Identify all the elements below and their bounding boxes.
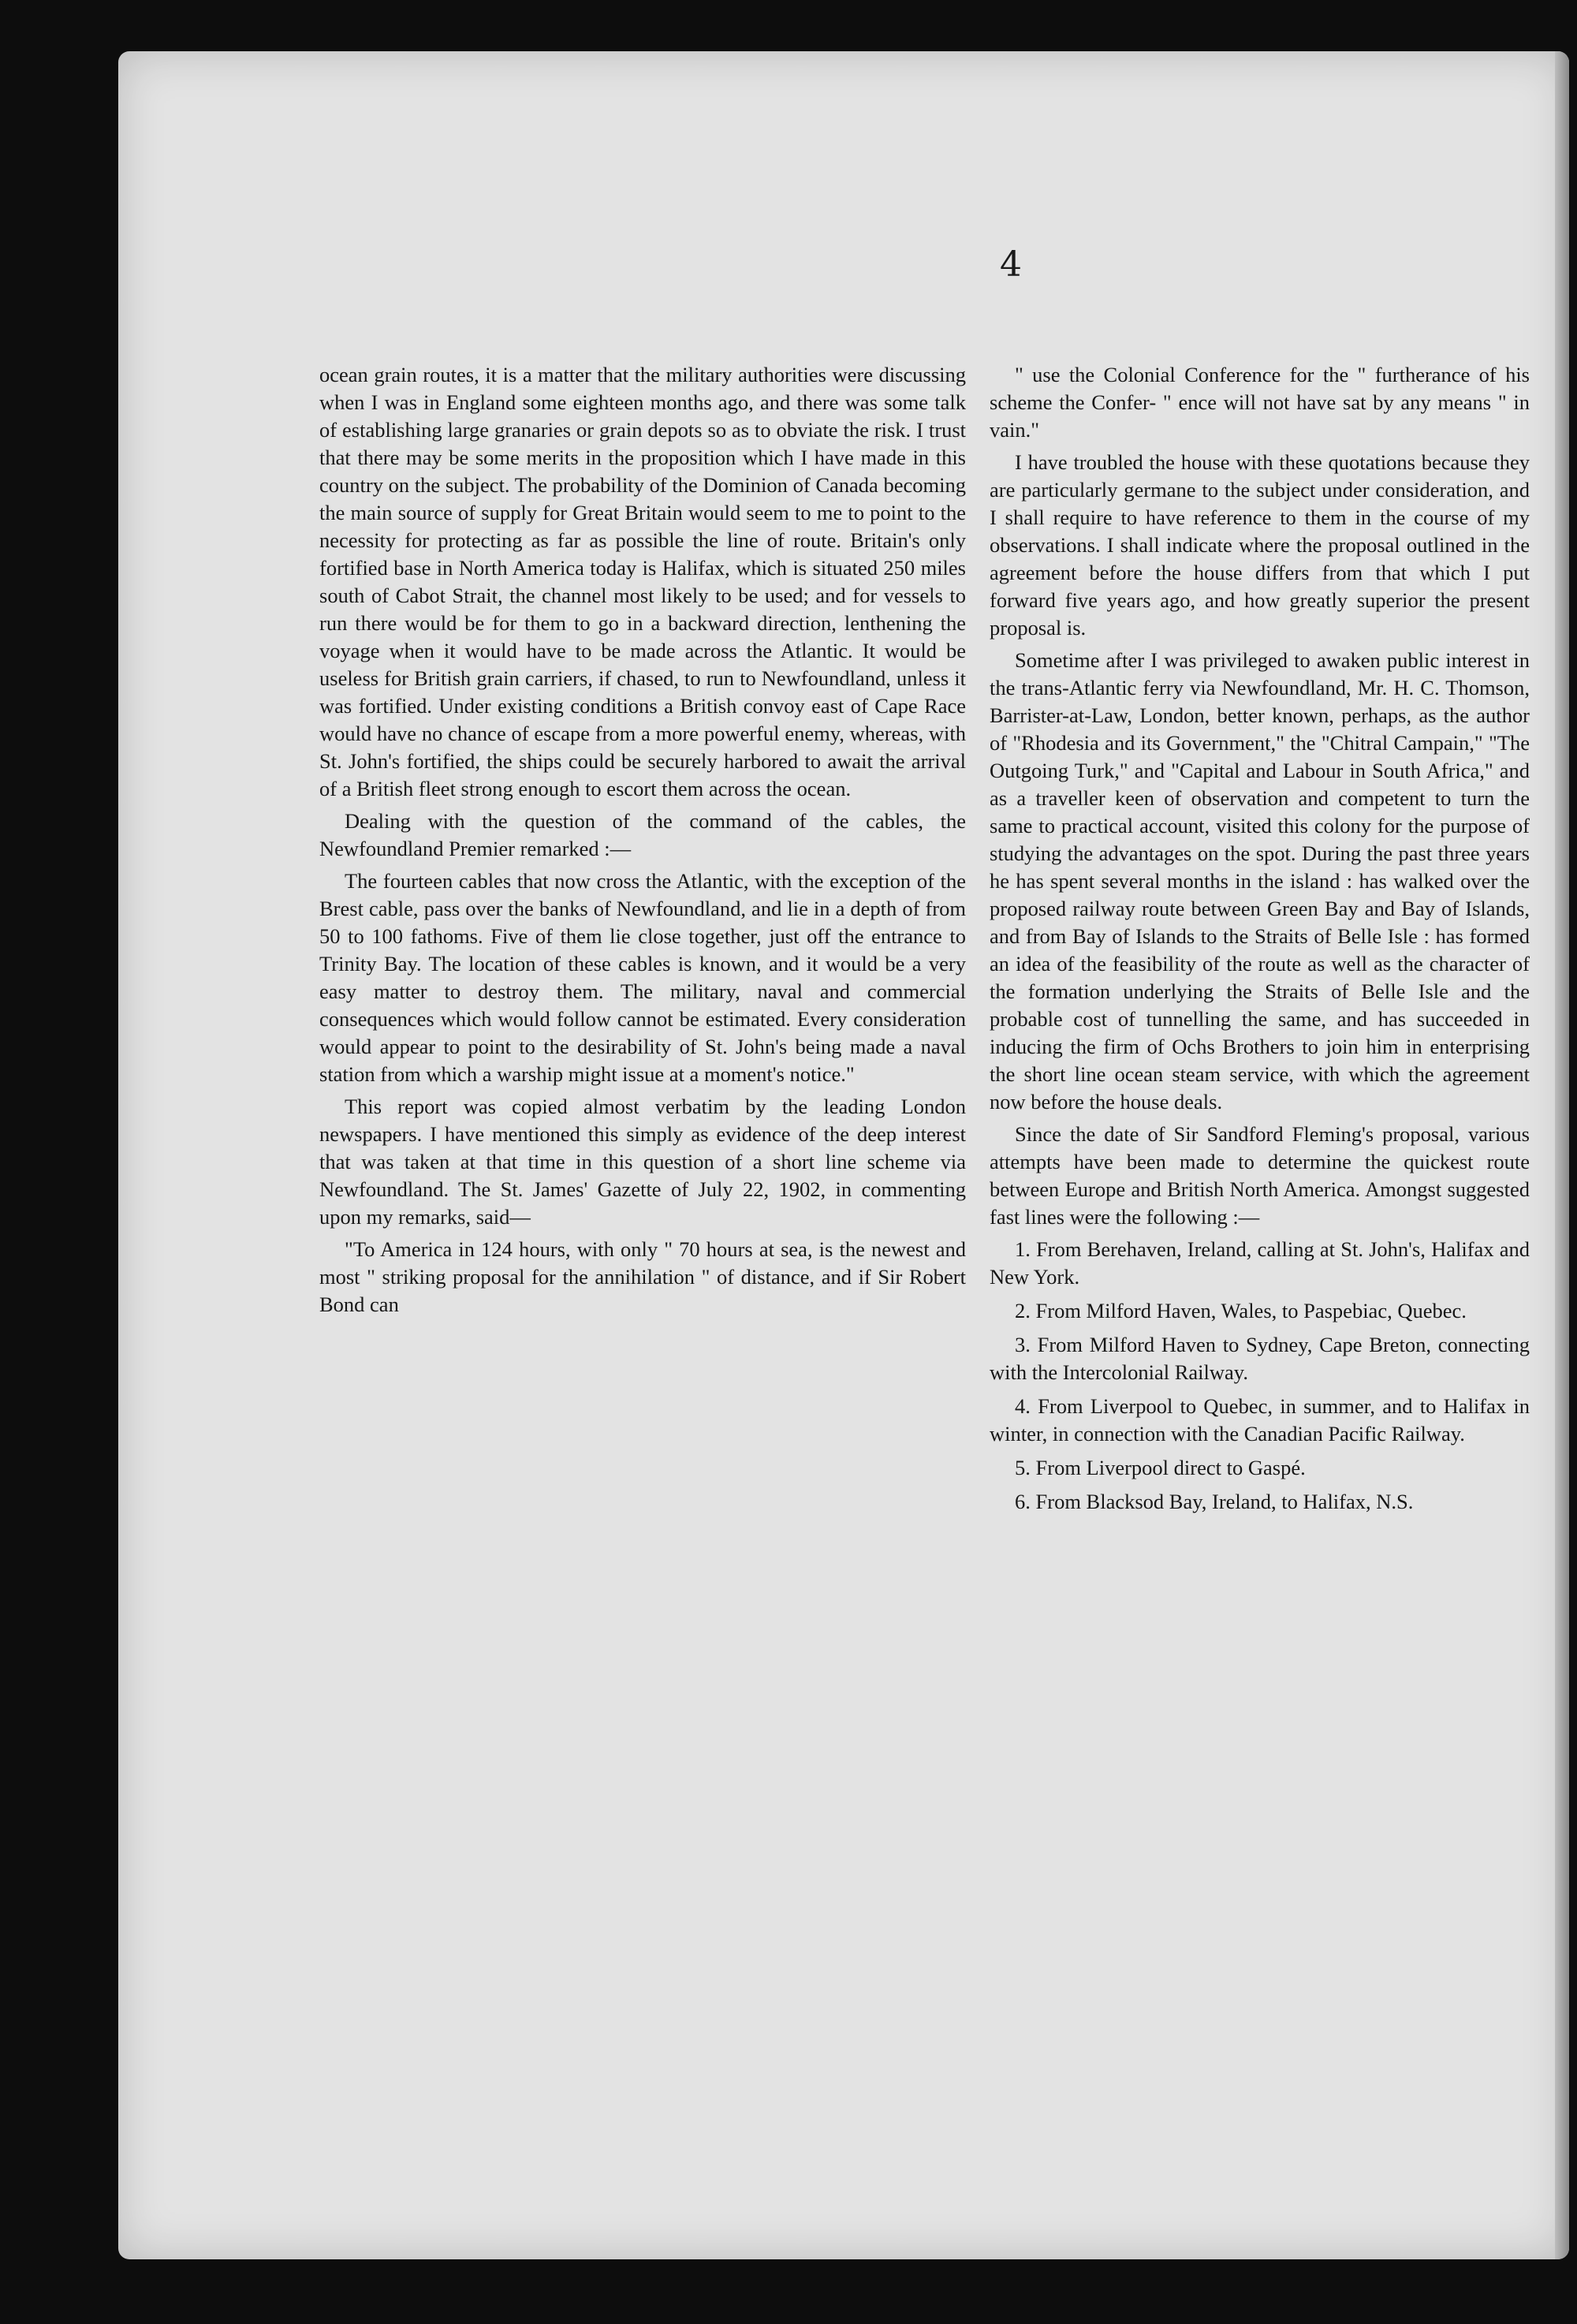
page-number: 4 (1000, 244, 1022, 285)
paragraph: This report was copied almost verbatim by the leading London newspapers. I have mentioned this simply as evidence of the deep interest that was taken at that time in this question of a short line scheme via Newfoundland. The St. James' Gazette of July 22, 1902, in commenting upon my remarks, said— (319, 1095, 966, 1229)
paragraph: Dealing with the question of the command of the cables, the Newfoundland Premier remarked :— (319, 809, 966, 860)
right-column (990, 361, 1530, 1522)
left-column (319, 361, 966, 1323)
quoted-paragraph: " use the Colonial Conference for the " furtherance of his scheme the Confer- " ence will not have sat by any means " in vain." (990, 363, 1530, 442)
list-item: 2. From Milford Haven, Wales, to Paspebiac, Quebec. (1015, 1299, 1467, 1322)
scanned-page (118, 51, 1569, 2259)
paragraph: Sometime after I was privileged to awaken public interest in the trans-Atlantic ferry via Newfoundland, Mr. H. C. Thomson, Barrister-at-Law, London, better known, perhaps, as the author of "Rhodesia and its Government," the "Chitral Campain," "The Outgoing Turk," and "Capital and Labour in South Africa," and as a traveller keen of observation and competent to turn the same to practical account, visited this colony for the purpose of studying the advantages on the spot. During the past three years he has spent several months in the island : has walked over the proposed railway route between Green Bay and Bay of Islands, and from Bay of Islands to the Straits of Belle Isle : has formed an idea of the feasibility of the route as well as the character of the formation underlying the Straits of Belle Isle and the probable cost of tunnelling the same, and has succeeded in inducing the firm of Ochs Brothers to join him in enterprising the short line ocean steam service, with which the agreement now before the house deals. (990, 648, 1530, 1114)
list-item: 5. From Liverpool direct to Gaspé. (1015, 1456, 1306, 1479)
list-item: 3. From Milford Haven to Sydney, Cape Breton, connecting with the Intercolonial Railway. (990, 1333, 1530, 1384)
page-edge-shadow (1555, 51, 1569, 2259)
list-item: 6. From Blacksod Bay, Ireland, to Halifax, N.S. (1015, 1490, 1414, 1513)
quoted-paragraph: The fourteen cables that now cross the Atlantic, with the exception of the Brest cable, pass over the banks of Newfoundland, and lie in a depth of from 50 to 100 fathoms. Five of them lie close together, just off the entrance to Trinity Bay. The location of these cables is known, and it would be a very easy matter to destroy them. The military, naval and commercial consequences which would follow cannot be estimated. Every consideration would appear to point to the desirability of St. John's being made a naval station from which a warship might issue at a moment's notice." (319, 869, 966, 1086)
paragraph: Since the date of Sir Sandford Fleming's proposal, various attempts have been made to determine the quickest route between Europe and British North America. Amongst suggested fast lines were the following :— (990, 1122, 1530, 1229)
paragraph: ocean grain routes, it is a matter that the military authorities were discussing when I was in England some eighteen months ago, and there was some talk of establishing large granaries or grain depots so as to obviate the risk. I trust that there may be some merits in the proposition which I have made in this country on the subject. The probability of the Dominion of Canada becoming the main source of supply for Great Britain would seem to me to point to the necessity for protecting as far as possible the line of route. Britain's only fortified base in North America today is Halifax, which is situated 250 miles south of Cabot Strait, the channel most likely to be used; and for vessels to run there would be for them to go in a backward direction, lenthening the voyage when it would have to be made across the Atlantic. It would be useless for British grain carriers, if chased, to run to Newfoundland, unless it was fortified. Under existing conditions a British convoy east of Cape Race would have no chance of escape from a more powerful enemy, whereas, with St. John's fortified, the ships could be securely harbored to await the arrival of a British fleet strong enough to escort them across the ocean. (319, 363, 966, 800)
list-item: 1. From Berehaven, Ireland, calling at St. John's, Halifax and New York. (990, 1237, 1530, 1289)
quoted-paragraph: "To America in 124 hours, with only " 70 hours at sea, is the newest and most " striking proposal for the annihilation " of distance, and if Sir Robert Bond can (319, 1237, 966, 1316)
paragraph: I have troubled the house with these quotations because they are particularly germane to the subject under consideration, and I shall require to have reference to them in the course of my observations. I shall indicate where the proposal outlined in the agreement before the house differs from that which I put forward five years ago, and how greatly superior the present proposal is. (990, 450, 1530, 640)
list-item: 4. From Liverpool to Quebec, in summer, and to Halifax in winter, in connection with the Canadian Pacific Railway. (990, 1394, 1530, 1446)
